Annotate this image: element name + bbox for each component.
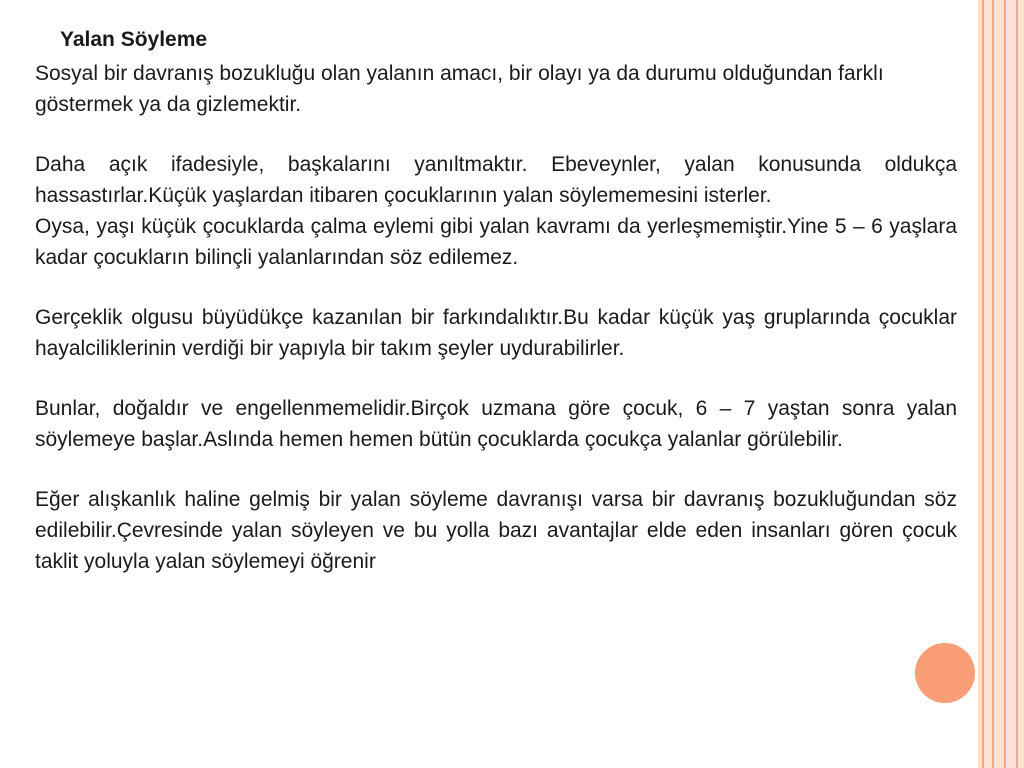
slide-title: Yalan Söyleme	[60, 28, 208, 51]
decor-stripe-9	[1018, 0, 1024, 768]
paragraph-definition: Sosyal bir davranış bozukluğu olan yalanın amacı, bir olayı ya da durumu olduğundan farklı göstermek ya da gizlemektir.	[35, 62, 884, 116]
paragraph-young-children: Oysa, yaşı küçük çocuklarda çalma eylemi gibi yalan kavramı da yerleşmemiştir.Yine 5 – 6 yaşlara kadar çocukların bilinçli yalanlarından söz edilemez.	[35, 215, 957, 269]
decor-stripe-3	[984, 0, 992, 768]
paragraph-natural: Bunlar, doğaldır ve engellenmemelidir.Birçok uzmana göre çocuk, 6 – 7 yaştan sonra yalan söylemeye başlar.Aslında hemen hemen bütün çocuklarda çocukça yalanlar görülebilir.	[35, 397, 957, 451]
paragraph-habit: Eğer alışkanlık haline gelmiş bir yalan söyleme davranışı varsa bir davranış bozukluğundan söz edilebilir.Çevresinde yalan söyleyen ve bu yolla bazı avantajlar elde eden insanları gören çocuk taklit yoluyla yalan söylemeyi öğrenir	[35, 488, 957, 573]
paragraph-reality: Gerçeklik olgusu büyüdükçe kazanılan bir farkındalıktır.Bu kadar küçük yaş gruplarında çocuklar hayalciliklerinin verdiği bir yapıyla bir takım şeyler uydurabilirler.	[35, 306, 957, 360]
decor-stripe-5	[994, 0, 1004, 768]
paragraph-parents: Daha açık ifadesiyle, başkalarını yanıltmaktır. Ebeveynler, yalan konusunda oldukça hassastırlar.Küçük yaşlardan itibaren çocuklarının yalan söylememesini isterler.	[35, 153, 957, 207]
decor-stripe-7	[1006, 0, 1016, 768]
decor-circle	[915, 643, 975, 703]
slide-body	[35, 58, 957, 577]
